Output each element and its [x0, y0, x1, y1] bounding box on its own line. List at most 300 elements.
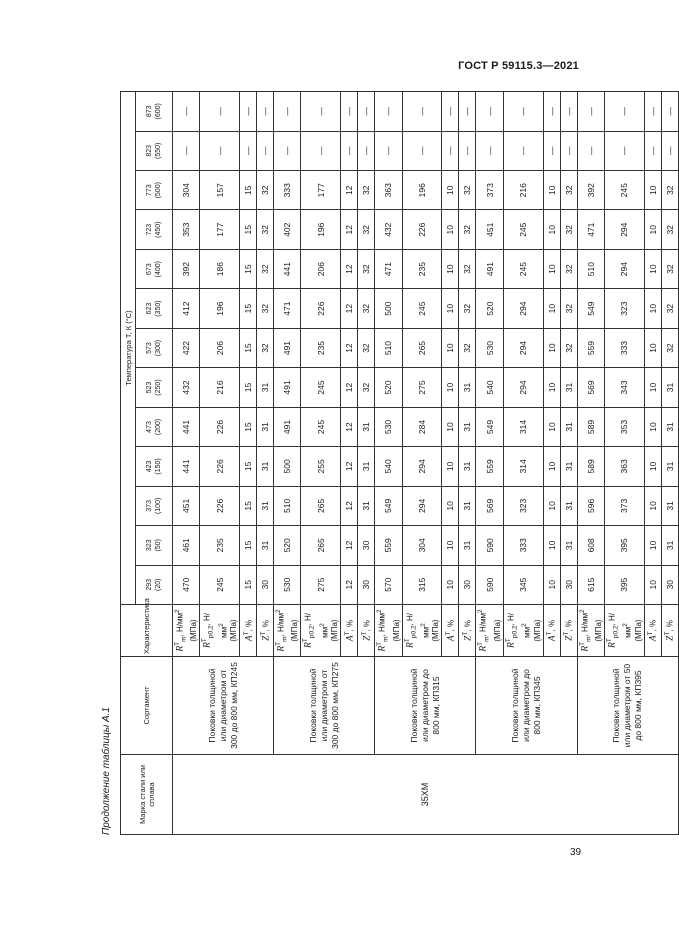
value-cell: 12: [341, 328, 358, 367]
value-cell: 549: [577, 289, 604, 328]
value-cell: 395: [604, 526, 644, 565]
unit: , Н/мм: [377, 612, 387, 637]
characteristic-z: [360, 607, 373, 654]
characteristic-z: [259, 607, 272, 654]
characteristic-a: [545, 607, 558, 654]
value-cell: 461: [173, 526, 200, 565]
value-cell: 196: [200, 289, 240, 328]
value-cell: 265: [402, 328, 442, 367]
unit-superscript: 2: [622, 623, 630, 627]
temperature-kelvin: 573: [146, 342, 153, 354]
value-cell: 275: [402, 368, 442, 407]
table-row: [577, 92, 604, 835]
characteristic-z: [562, 607, 575, 654]
temperature-kelvin: 323: [146, 539, 153, 552]
value-cell: 315: [402, 565, 442, 604]
value-cell: 12: [341, 407, 358, 446]
value-cell: 441: [274, 249, 301, 288]
value-cell: 10: [442, 171, 459, 210]
value-cell: 10: [442, 249, 459, 288]
temperature-celsius: (50): [155, 539, 162, 552]
characteristic-cell: [543, 605, 560, 657]
unit-mpa: (МПа): [290, 619, 300, 642]
value-cell: 451: [476, 210, 503, 249]
value-cell: 392: [577, 171, 604, 210]
value-cell: 31: [661, 368, 678, 407]
symbol: R: [276, 645, 287, 652]
value-cell: 32: [257, 210, 274, 249]
value-cell: 432: [173, 368, 200, 407]
assortment-cell: Поковки толщиной или диаметром до 800 мм, КП345: [476, 657, 577, 755]
value-cell: 245: [200, 565, 240, 604]
value-cell: 10: [442, 486, 459, 525]
characteristic-cell: [560, 605, 577, 657]
value-cell: 12: [341, 486, 358, 525]
value-cell: 10: [442, 407, 459, 446]
value-cell: 10: [543, 210, 560, 249]
symbol-subscript: m: [584, 636, 592, 642]
value-cell: 226: [200, 486, 240, 525]
value-cell: 422: [173, 328, 200, 367]
value-cell: 294: [503, 368, 543, 407]
value-cell: 235: [200, 526, 240, 565]
value-cell: —: [644, 92, 661, 132]
value-cell: 10: [644, 328, 661, 367]
value-cell: 530: [274, 565, 301, 604]
value-cell: 265: [301, 526, 341, 565]
value-cell: 520: [375, 368, 402, 407]
unit: , %: [547, 619, 557, 632]
value-cell: 32: [661, 328, 678, 367]
value-cell: 30: [358, 526, 375, 565]
characteristic-rm: [375, 607, 401, 654]
temperature-kelvin: 823: [146, 144, 153, 157]
value-cell: 15: [240, 328, 257, 367]
value-cell: 294: [402, 486, 442, 525]
symbol-superscript: T: [360, 631, 368, 636]
value-cell: —: [173, 131, 200, 170]
value-cell: 510: [274, 486, 301, 525]
unit: , %: [362, 620, 372, 632]
value-cell: 294: [604, 210, 644, 249]
value-cell: 245: [301, 407, 341, 446]
temperature-cell: [136, 486, 173, 525]
symbol-subscript: p0,2: [409, 625, 417, 639]
value-cell: 186: [200, 249, 240, 288]
unit-superscript: 2: [275, 609, 283, 613]
value-cell: 570: [375, 565, 402, 604]
unit: , %: [446, 619, 456, 632]
value-cell: 30: [257, 565, 274, 604]
characteristic-a: [242, 607, 255, 654]
value-cell: —: [402, 131, 442, 170]
unit: , %: [666, 620, 676, 632]
value-cell: 549: [375, 486, 402, 525]
document-header: ГОСТ Р 59115.3—2021: [458, 60, 579, 72]
value-cell: —: [503, 92, 543, 132]
symbol-superscript: T: [343, 631, 351, 636]
symbol-superscript: T: [546, 631, 554, 636]
value-cell: 10: [644, 249, 661, 288]
value-cell: 235: [402, 249, 442, 288]
rotated-table-block: [98, 92, 679, 835]
value-cell: 520: [476, 289, 503, 328]
value-cell: 491: [274, 328, 301, 367]
symbol-superscript: T: [445, 631, 453, 636]
value-cell: 196: [301, 210, 341, 249]
characteristic-cell: [459, 605, 476, 657]
characteristic-z: [461, 607, 474, 654]
value-cell: 31: [560, 447, 577, 486]
value-cell: —: [200, 92, 240, 132]
value-cell: —: [274, 131, 301, 170]
value-cell: 615: [577, 565, 604, 604]
value-cell: 31: [661, 447, 678, 486]
characteristic-cell: [341, 605, 358, 657]
value-cell: —: [341, 131, 358, 170]
value-cell: 31: [257, 368, 274, 407]
value-cell: 15: [240, 171, 257, 210]
assortment-cell: Поковки толщиной или диаметром от 50 до 800 мм, КП395: [577, 657, 678, 755]
value-cell: 157: [200, 171, 240, 210]
table-row: [375, 92, 402, 835]
characteristic-cell: [358, 605, 375, 657]
value-cell: 226: [301, 289, 341, 328]
value-cell: 589: [577, 447, 604, 486]
unit-mpa: (МПа): [431, 619, 441, 642]
value-cell: —: [402, 92, 442, 132]
value-cell: 10: [543, 526, 560, 565]
value-cell: 10: [644, 289, 661, 328]
value-cell: 333: [503, 526, 543, 565]
value-cell: 10: [644, 210, 661, 249]
value-cell: 15: [240, 486, 257, 525]
symbol: A: [649, 635, 660, 642]
value-cell: 15: [240, 407, 257, 446]
value-cell: 206: [301, 249, 341, 288]
value-cell: 10: [543, 565, 560, 604]
value-cell: 500: [274, 447, 301, 486]
value-cell: 294: [402, 447, 442, 486]
value-cell: 31: [459, 447, 476, 486]
value-cell: 32: [358, 328, 375, 367]
value-cell: 510: [577, 249, 604, 288]
value-cell: 10: [442, 328, 459, 367]
symbol-subscript: m: [180, 636, 188, 642]
value-cell: 412: [173, 289, 200, 328]
value-cell: 10: [644, 171, 661, 210]
temperature-cell: [136, 92, 173, 132]
unit: , %: [649, 619, 659, 632]
value-cell: 32: [459, 328, 476, 367]
value-cell: —: [442, 131, 459, 170]
value-cell: 15: [240, 289, 257, 328]
value-cell: 31: [358, 486, 375, 525]
value-cell: 32: [459, 171, 476, 210]
value-cell: 10: [442, 565, 459, 604]
symbol-superscript: T: [504, 638, 512, 643]
value-cell: 12: [341, 171, 358, 210]
value-cell: 500: [375, 289, 402, 328]
value-cell: 30: [661, 565, 678, 604]
value-cell: 10: [543, 171, 560, 210]
value-cell: 451: [173, 486, 200, 525]
value-cell: 12: [341, 368, 358, 407]
value-cell: 10: [442, 447, 459, 486]
value-cell: 15: [240, 249, 257, 288]
temperature-celsius: (200): [155, 418, 162, 436]
value-cell: 333: [274, 171, 301, 210]
symbol: R: [580, 645, 591, 652]
symbol-superscript: T: [605, 638, 613, 643]
symbol-superscript: T: [578, 641, 586, 646]
value-cell: 32: [358, 249, 375, 288]
value-cell: 471: [577, 210, 604, 249]
characteristic-rp: [200, 607, 239, 654]
value-cell: —: [476, 131, 503, 170]
characteristic-cell: [240, 605, 257, 657]
temperature-celsius: (450): [155, 221, 162, 238]
symbol: Z: [362, 635, 373, 641]
value-cell: 31: [459, 526, 476, 565]
temperature-celsius: (350): [155, 300, 162, 317]
value-cell: 10: [442, 210, 459, 249]
value-cell: 549: [476, 407, 503, 446]
value-cell: 32: [459, 289, 476, 328]
value-cell: —: [560, 92, 577, 132]
value-cell: 32: [459, 249, 476, 288]
value-cell: —: [257, 131, 274, 170]
value-cell: 32: [560, 210, 577, 249]
unit: , %: [244, 619, 254, 632]
value-cell: 216: [200, 368, 240, 407]
value-cell: —: [301, 92, 341, 132]
unit-superscript: 2: [376, 609, 384, 613]
table-head: [121, 92, 173, 835]
value-cell: —: [375, 92, 402, 132]
symbol-superscript: T: [259, 631, 267, 636]
value-cell: 10: [543, 249, 560, 288]
symbol-superscript: T: [647, 631, 655, 636]
characteristic-cell: [644, 605, 661, 657]
temperature-cell: [136, 368, 173, 407]
symbol: A: [446, 635, 457, 642]
table-row: [476, 92, 503, 835]
value-cell: —: [577, 131, 604, 170]
symbol: Z: [564, 635, 575, 641]
temperature-kelvin: 773: [146, 184, 153, 197]
characteristic-rp: [301, 607, 340, 654]
assortment-cell: Поковки толщиной или диаметром от 300 до 800 мм, КП275: [274, 657, 375, 755]
value-cell: 432: [375, 210, 402, 249]
temperature-kelvin: 293: [146, 578, 153, 591]
value-cell: 31: [459, 368, 476, 407]
symbol: A: [244, 635, 255, 642]
value-cell: 226: [200, 407, 240, 446]
temperature-celsius: (150): [155, 458, 162, 475]
value-cell: 10: [543, 486, 560, 525]
value-cell: 216: [503, 171, 543, 210]
header-mark: Марка стали или сплава: [121, 755, 173, 835]
value-cell: 32: [358, 368, 375, 407]
symbol-subscript: m: [382, 636, 390, 642]
assortment-cell: Поковки толщиной или диаметром от 300 до 800 мм, КП245: [173, 657, 274, 755]
symbol-superscript: T: [376, 641, 384, 646]
value-cell: 10: [644, 565, 661, 604]
value-cell: 540: [476, 368, 503, 407]
unit: , Н/мм: [405, 613, 431, 638]
value-cell: 31: [459, 486, 476, 525]
symbol-superscript: T: [477, 641, 485, 646]
value-cell: 31: [560, 368, 577, 407]
value-cell: 294: [503, 328, 543, 367]
value-cell: 530: [375, 407, 402, 446]
symbol-superscript: T: [403, 638, 411, 643]
value-cell: 491: [274, 368, 301, 407]
value-cell: 226: [402, 210, 442, 249]
value-cell: 12: [341, 526, 358, 565]
symbol-subscript: m: [483, 636, 491, 642]
value-cell: 402: [274, 210, 301, 249]
value-cell: —: [560, 131, 577, 170]
value-cell: 32: [358, 289, 375, 328]
temperature-cell: [136, 289, 173, 328]
value-cell: 323: [503, 486, 543, 525]
value-cell: 15: [240, 565, 257, 604]
value-cell: 32: [459, 210, 476, 249]
value-cell: 31: [560, 526, 577, 565]
value-cell: 510: [375, 328, 402, 367]
symbol-subscript: p0,2: [612, 625, 620, 639]
temperature-celsius: (550): [155, 142, 162, 159]
value-cell: 10: [442, 368, 459, 407]
value-cell: 10: [644, 407, 661, 446]
characteristic-rm: [274, 607, 300, 654]
value-cell: 363: [375, 171, 402, 210]
value-cell: 343: [604, 368, 644, 407]
value-cell: 196: [402, 171, 442, 210]
steel-mark-cell: 35ХМ: [173, 755, 679, 835]
page-number: 39: [570, 847, 582, 858]
value-cell: 32: [661, 249, 678, 288]
value-cell: —: [459, 131, 476, 170]
value-cell: 206: [200, 328, 240, 367]
unit-superscript: 2: [578, 609, 586, 613]
value-cell: 31: [459, 407, 476, 446]
value-cell: 245: [301, 368, 341, 407]
value-cell: 32: [661, 289, 678, 328]
unit-mpa: (МПа): [391, 619, 401, 642]
symbol-superscript: T: [563, 631, 571, 636]
value-cell: 30: [459, 565, 476, 604]
value-cell: —: [661, 92, 678, 132]
symbol: R: [377, 645, 388, 652]
characteristic-a: [343, 607, 356, 654]
characteristic-cell: [200, 605, 240, 657]
value-cell: 373: [476, 171, 503, 210]
symbol: A: [345, 635, 356, 642]
symbol-superscript: T: [174, 641, 181, 646]
unit-mpa: (МПа): [229, 619, 239, 642]
temperature-cell: [136, 526, 173, 565]
value-cell: —: [240, 131, 257, 170]
unit-superscript: 2: [419, 623, 427, 627]
value-cell: —: [604, 92, 644, 132]
value-cell: 470: [173, 565, 200, 604]
temperature-celsius: (300): [155, 339, 162, 357]
value-cell: 32: [661, 171, 678, 210]
temperature-cell: [136, 171, 173, 210]
value-cell: 608: [577, 526, 604, 565]
symbol-superscript: T: [275, 641, 283, 646]
value-cell: —: [173, 92, 200, 132]
table-row: [274, 92, 301, 835]
value-cell: 31: [661, 526, 678, 565]
value-cell: 12: [341, 210, 358, 249]
unit: , Н/мм: [580, 612, 590, 637]
temperature-celsius: (250): [155, 379, 162, 396]
value-cell: 30: [358, 565, 375, 604]
unit: , Н/мм: [607, 613, 633, 638]
value-cell: 32: [257, 171, 274, 210]
unit-mpa: (МПа): [532, 619, 542, 642]
characteristic-rp: [403, 607, 442, 654]
value-cell: —: [476, 92, 503, 132]
temperature-cell: [136, 328, 173, 367]
unit-mpa: (МПа): [633, 619, 643, 642]
value-cell: 294: [503, 289, 543, 328]
value-cell: 31: [257, 447, 274, 486]
value-cell: 590: [476, 565, 503, 604]
value-cell: 275: [301, 565, 341, 604]
temperature-kelvin: 723: [146, 223, 153, 236]
characteristic-rm: [476, 607, 502, 654]
header-assortment: Сортамент: [121, 657, 173, 755]
value-cell: 363: [604, 447, 644, 486]
value-cell: 596: [577, 486, 604, 525]
characteristic-z: [663, 607, 676, 654]
characteristic-cell: [577, 605, 604, 657]
value-cell: 31: [661, 407, 678, 446]
value-cell: —: [604, 131, 644, 170]
value-cell: 245: [402, 289, 442, 328]
value-cell: 520: [274, 526, 301, 565]
value-cell: 540: [375, 447, 402, 486]
value-cell: 32: [257, 249, 274, 288]
characteristic-cell: [442, 605, 459, 657]
symbol: R: [175, 645, 186, 652]
unit-superscript: 2: [217, 623, 225, 627]
value-cell: 395: [604, 565, 644, 604]
value-cell: 32: [560, 171, 577, 210]
value-cell: 10: [543, 289, 560, 328]
value-cell: 530: [476, 328, 503, 367]
temperature-celsius: (100): [155, 497, 162, 515]
unit: , Н/мм: [304, 613, 330, 638]
value-cell: 226: [200, 447, 240, 486]
value-cell: 177: [301, 171, 341, 210]
symbol: R: [506, 642, 517, 648]
characteristic-rm: [173, 607, 199, 654]
temperature-celsius: (600): [155, 103, 162, 120]
symbol: R: [304, 642, 315, 648]
table-caption: Продолжение таблицы А.1: [101, 707, 112, 835]
symbol-subscript: p0,2: [207, 625, 215, 639]
value-cell: 10: [543, 368, 560, 407]
value-cell: 15: [240, 210, 257, 249]
value-cell: 284: [402, 407, 442, 446]
unit-superscript: 2: [174, 609, 181, 613]
